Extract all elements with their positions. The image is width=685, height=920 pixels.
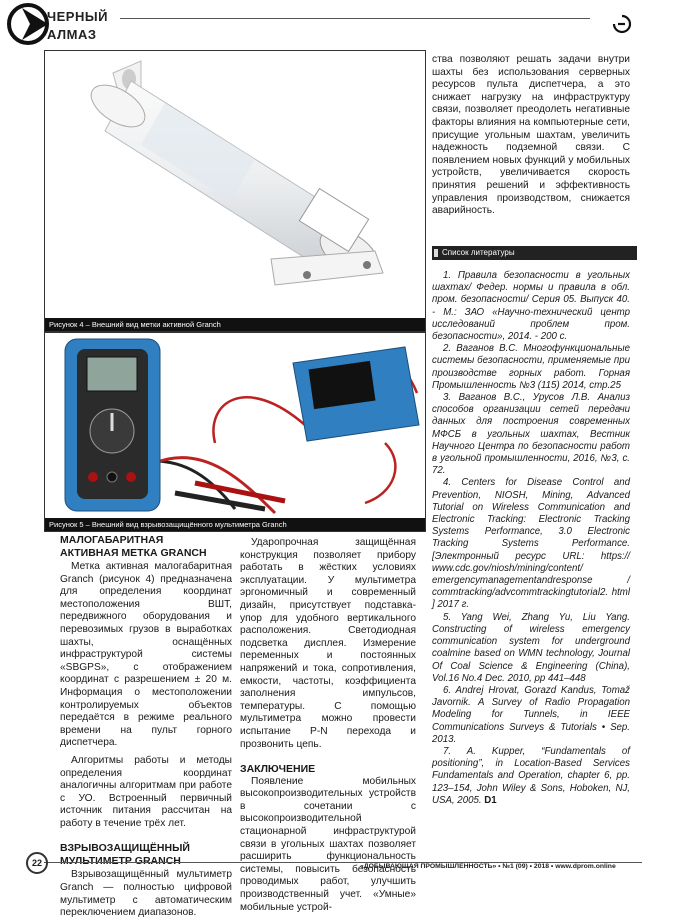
heading-active-tag-2: АКТИВНАЯ МЕТКА GRANCH	[60, 546, 207, 559]
reference-item: 6. Andrej Hrovat, Gorazd Kandus, Tomaž Javornik. A Survey of Radio Propagation Modeling for Tunnels, in IEEE Communications Surveys & Tutorials • Sep. 2013.	[432, 684, 630, 745]
reference-item: 1. Правила безопасности в угольных шахтах/ Федер. нормы и правила в обл. пром. безопасности/ Серия 05. Выпуск 40. - М.: ЗАО «Научно-технический центр исследований проблем пром. безопасности», 2014. - 200 с.	[432, 270, 630, 343]
paragraph: Появление мобильных высокопроизводительных устройств в сочетании с высокопроизводительной стационарной инфраструктурой связи в угольных шахтах позволяет расширить функциональность системы, повысить безопасность проводимых работ, улучшить производственный учет. «Умные» мобильные устрой-	[240, 775, 416, 913]
heading-multimeter-1: ВЗРЫВОЗАЩИЩЁННЫЙ	[60, 842, 190, 855]
end-mark: D1	[484, 794, 497, 806]
figure-5	[44, 332, 426, 532]
reference-item	[432, 746, 630, 807]
footer-journal-info: «ДОБЫВАЮЩАЯ ПРОМЫШЛЕННОСТЬ» • №1 (09) • 2018 • www.dprom.online	[360, 863, 616, 870]
reference-text: 7. A. Kupper, “Fundamentals of positioning”, in Location-Based Services Fundamentals and Operation, chapter 6, pp. 123–154, John Wiley & Sons, Hoboken, NJ, USA, 2005.	[432, 745, 630, 806]
bibliography-header-marker	[434, 249, 438, 257]
figure-4-caption: Рисунок 4 – Внешний вид метки активной Granch	[45, 318, 425, 331]
paragraph: Взрывозащищённый мультиметр Granch — полностью цифровой мультиметр с автоматическим переключением диапазонов.	[60, 869, 232, 919]
paragraph: ства позволяют решать задачи внутри шахты без использования серверных ресурсов пульта диспетчера, а это снижает нагрузку на инфраструктуру связи, позволяет преодолеть негативные факторы влияния на компьютерные сети, присущие угольным шахтам, увеличить надежность подземной связи. С появлением новых функций у мобильных устройств, увеличивается скорость принятия решений и эффективность управления производством, снижается аварийность.	[432, 54, 630, 217]
middle-column	[240, 537, 416, 914]
right-column-text	[432, 54, 630, 218]
heading-active-tag-1: МАЛОГАБАРИТНАЯ	[60, 534, 164, 546]
figure-5-caption: Рисунок 5 – Внешний вид взрывозащищённого мультиметра Granch	[45, 518, 425, 531]
reference-item: 2. Ваганов В.С. Многофункциональные системы безопасности, применяемые при производстве горных работ. Горная Промышленность №3 (115) 2014, стр.25	[432, 343, 630, 391]
arrow-circle-icon	[612, 14, 632, 34]
figure-4	[44, 50, 426, 332]
header-rule	[120, 18, 590, 19]
magazine-title-line1: ЧЕРНЫЙ	[47, 9, 108, 24]
reference-item: 3. Ваганов В.С., Урусов Л.В. Анализ способов организации сетей передачи данных для построения современных МФСБ в угольных шахтах, Вестник Научного Центра по безопасности работ в угольной промышленности, 2016, №3, с. 72.	[432, 392, 630, 477]
active-tag-image	[45, 51, 425, 319]
paragraph: Ударопрочная защищённая конструкция позволяет прибору работать в жёстких условиях эксплуатации. У мультиметра эргономичный и современный дизайн, присутствует подставка-упор для удобного вертикального расположения. Светодиодная подсветка дисплея. Измерение переменных и постоянных напряжений и тока, сопротивления, емкости, частоты, коэффициента заполнения импульсов, температуры. С помощью мультиметра можно провести испытание P-N перехода и прозвонить цепь.	[240, 537, 416, 750]
bibliography-header: Список литературы	[432, 246, 637, 260]
reference-item: 4. Centers for Disease Control and Prevention, NIOSH, Mining, Advanced Tutorial on Wireless Communication and Electronic Tracking: Electronic Tracking Systems Performance, 3.0 Electronic Tracking Systems Performance. [Электронный ресурс URL: https:// www.cdc.gov/niosh/mining/content/ emergencymanagementandresponse / commtracking/advcommtrackingtutorial2. html ] 2017 г.	[432, 477, 630, 611]
paragraph: Алгоритмы работы и методы определения координат аналогичны алгоритмам при работе с УО. Встроенный первичный источник питания рассчитан на работу в течение трёх лет.	[60, 754, 232, 829]
heading-conclusion: ЗАКЛЮЧЕНИЕ	[240, 763, 316, 776]
paragraph: Метка активная малогабаритная Granch (рисунок 4) предназначена для определения координат местоположения ВШТ, передвижного оборудования и перевозимых грузов в выработках шахты, оснащённых инфраструктурой системы «SBGPS», с отображением координат с разрешением ± 20 м. Информация о местоположении контролируемых объектов передаётся в режиме реального времени на пульт горного диспетчера.	[60, 561, 232, 749]
magazine-logo	[0, 0, 260, 50]
reference-item: 5. Yang Wei, Zhang Yu, Liu Yang. Constructing of wireless emergency communication system for underground coalmine based on WMN technology, Journal Of Coal Science & Engineering (China), Vol.16 No.4 Dec. 2010, pp 441–448	[432, 611, 630, 684]
page-number: 22	[26, 852, 48, 874]
multimeter-image	[45, 333, 425, 519]
heading-multimeter-2: МУЛЬТИМЕТР GRANCH	[60, 854, 181, 867]
reference-list	[432, 270, 630, 807]
magazine-title-line2: АЛМАЗ	[47, 27, 97, 42]
